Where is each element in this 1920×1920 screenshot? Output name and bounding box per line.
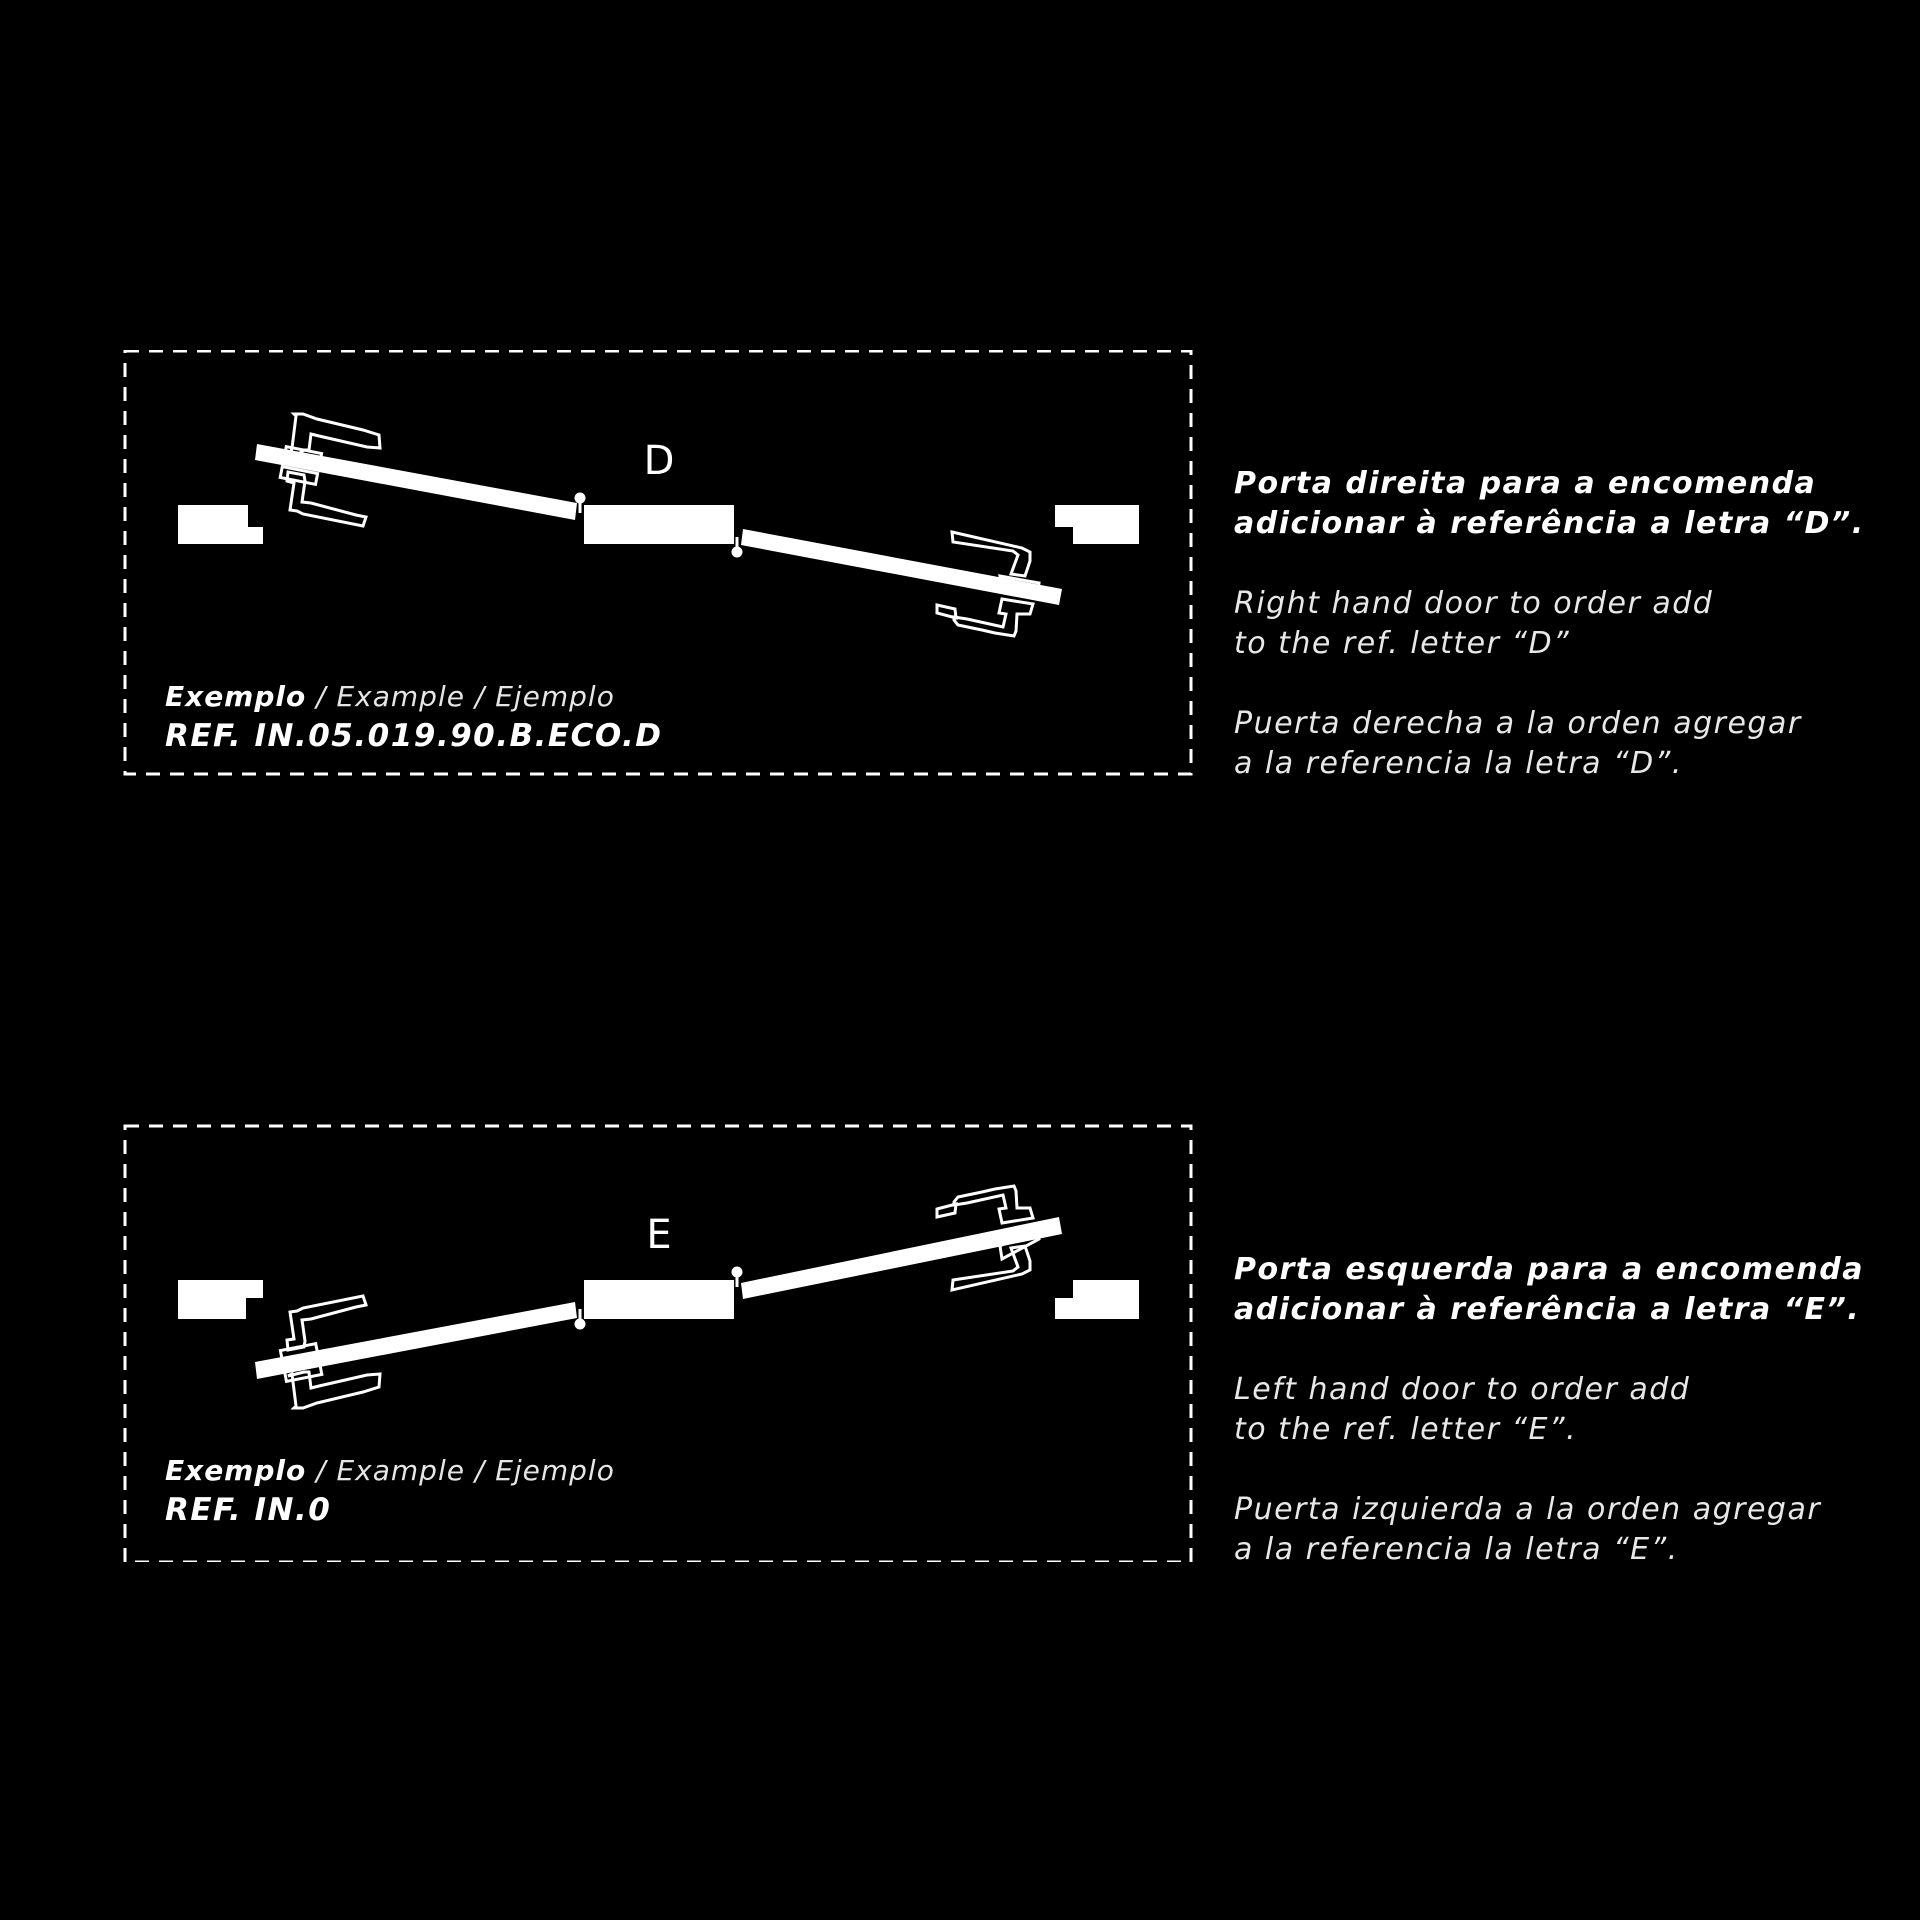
center-post: [584, 1280, 734, 1319]
example-reference: REF. IN.0: [165, 1492, 332, 1528]
example-label-en: Example: [336, 1454, 465, 1487]
hand-letter-label: D: [643, 438, 675, 484]
example-label-pt: Exemplo: [165, 1454, 307, 1487]
left-hand-door-section: [0, 1124, 1920, 1567]
example-separator: /: [464, 1454, 496, 1487]
right-wall-jamb: [1055, 1280, 1139, 1319]
description-es-line1: Puerta izquierda a la orden agregar: [1234, 1492, 1822, 1527]
hand-letter-label: E: [646, 1212, 672, 1258]
left-wall-jamb: [178, 1280, 263, 1319]
example-separator: /: [306, 1454, 337, 1487]
description-pt-line1: Porta esquerda para a encomenda: [1234, 1252, 1864, 1287]
example-separator: /: [306, 680, 337, 713]
description-pt-line1: Porta direita para a encomenda: [1234, 466, 1817, 501]
description-en-line2: to the ref. letter “D”: [1234, 626, 1571, 661]
description-es-line1: Puerta derecha a la orden agregar: [1234, 706, 1802, 741]
example-label-es: Ejemplo: [495, 1454, 615, 1487]
description-es-line2: a la referencia la letra “E”.: [1234, 1532, 1679, 1567]
example-label-es: Ejemplo: [495, 680, 615, 713]
example-caption: [165, 1454, 615, 1487]
description-en-line2: to the ref. letter “E”.: [1234, 1412, 1578, 1447]
description-en-line1: Left hand door to order add: [1234, 1372, 1691, 1407]
description-pt-line2: adicionar à referência a letra “D”.: [1234, 506, 1865, 541]
description-en-line1: Right hand door to order add: [1234, 586, 1714, 621]
right-wall-jamb: [1055, 505, 1139, 544]
center-post: [584, 505, 734, 544]
door-description: [1234, 1250, 1894, 1570]
example-label-en: Example: [336, 680, 465, 713]
right-hand-door-section: [0, 350, 1920, 781]
example-reference: REF. IN.05.019.90.B.ECO.D: [165, 718, 663, 754]
example-caption: [165, 680, 615, 713]
description-es-line2: a la referencia la letra “D”.: [1234, 746, 1683, 781]
example-separator: /: [464, 680, 496, 713]
left-wall-jamb: [178, 505, 263, 544]
door-description: [1234, 464, 1894, 784]
hinge-bottom: [575, 1309, 585, 1329]
example-label-pt: Exemplo: [165, 680, 307, 713]
description-pt-line2: adicionar à referência a letra “E”.: [1234, 1292, 1861, 1327]
